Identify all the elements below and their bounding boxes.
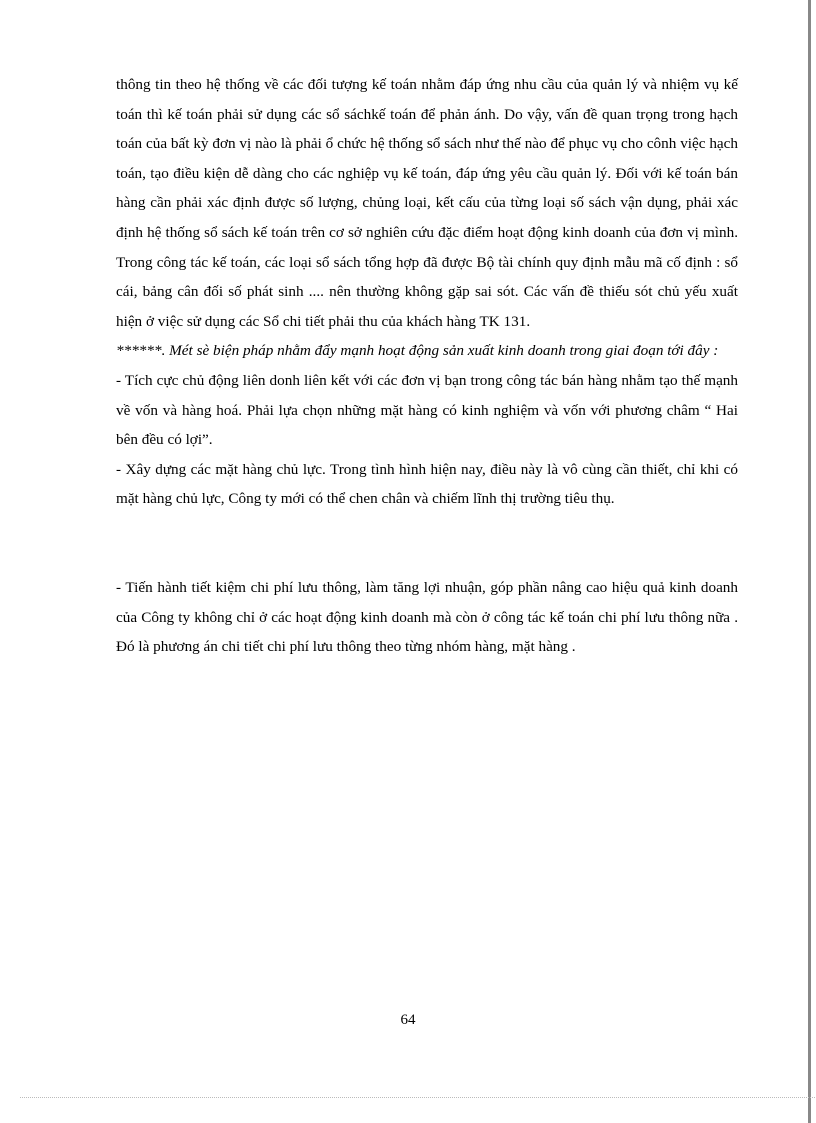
page-number: 64 (400, 1012, 416, 1028)
list-item-joint-venture: - Tích cực chủ động liên donh liên kết với các đơn vị bạn trong công tác bán hàng nhằm tạo thế mạnh về vốn và hàng hoá. Phải lựa chọn những mặt hàng có kinh nghiệm và vốn với phương châm “ Hai bên đều có lợi”. (116, 371, 738, 449)
page-border-bottom (20, 1097, 815, 1098)
page-border-right (808, 0, 811, 1123)
list-item-key-products: - Xây dựng các mặt hàng chủ lực. Trong tình hình hiện nay, điều này là vô cùng cần thiết, chỉ khi có mặt hàng chủ lực, Công ty mới có thể chen chân và chiếm lĩnh thị trường tiêu thụ. (116, 460, 738, 508)
section-heading: ******. Mét sè biện pháp nhằm đẩy mạnh hoạt động sản xuất kinh doanh trong giai đoạn tới đây : (116, 342, 719, 360)
document-body (116, 70, 738, 662)
blank-gap (116, 514, 738, 573)
paragraph-accounting-books: thông tin theo hệ thống về các đối tượng kế toán nhằm đáp ứng nhu cầu của quản lý và nhiệm vụ kế toán thì kế toán phải sử dụng các sổ sáchkế toán để phản ánh. Do vậy, vấn đề quan trọng trong hạch toán của bất kỳ đơn vị nào là phải ổ chức hệ thống sổ sách như thế nào để phục vụ cho cônh việc hạch toán, tạo điều kiện dễ dàng cho các nghiệp vụ kế toán, đáp ứng yêu cầu quản lý. Đối với kế toán bán hàng cần phải xác định được số lượng, chủng loại, kết cấu của từng loại số sách vận dụng, phải xác định hệ thống sổ sách kế toán trên cơ sở nghiên cứu đặc điểm hoạt động kinh doanh của đơn vị mình. Trong công tác kế toán, các loại sổ sách tổng hợp đã được Bộ tài chính quy định mẫu mã cố định : sổ cái, bảng cân đối số phát sinh .... nên thường không gặp sai sót. Các vấn đề thiếu sót chủ yếu xuất hiện ở việc sử dụng các Sổ chi tiết phải thu của khách hàng TK 131. (116, 76, 738, 330)
list-item-cost-saving: - Tiến hành tiết kiệm chi phí lưu thông, làm tăng lợi nhuận, góp phần nâng cao hiệu quả kinh doanh của Công ty không chỉ ở các hoạt động kinh doanh mà còn ở công tác kế toán chi phí lưu thông nữa . Đó là phương án chi tiết chi phí lưu thông theo từng nhóm hàng, mặt hàng . (116, 578, 738, 656)
